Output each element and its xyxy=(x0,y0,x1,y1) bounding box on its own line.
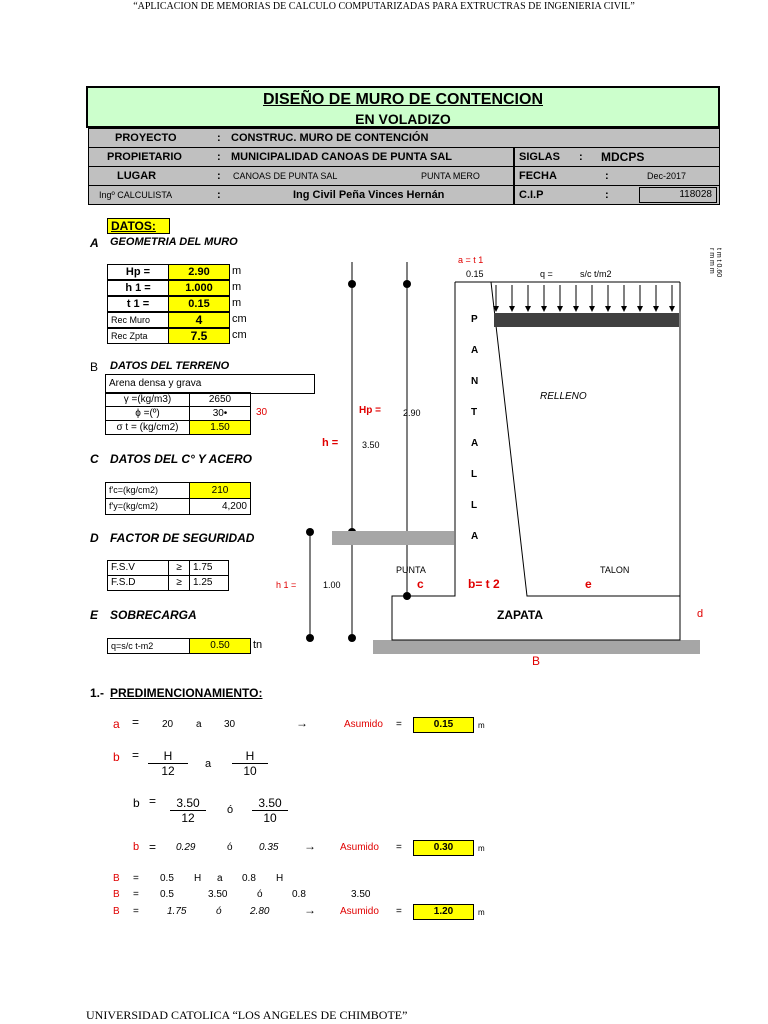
label-punta: PUNTA xyxy=(396,565,426,575)
geometry-row-value: 0.15 xyxy=(168,296,230,312)
lugar-label: LUGAR xyxy=(117,170,157,182)
b3-unit: m xyxy=(478,844,485,853)
section-c-title: DATOS DEL C° Y ACERO xyxy=(110,452,252,466)
a-eq2: = xyxy=(396,719,402,730)
label-b-t2: b= t 2 xyxy=(468,577,500,591)
geometry-row-value: 2.90 xyxy=(168,264,230,280)
terrain-row-value: 30• xyxy=(189,406,251,421)
a-eq: = xyxy=(132,715,140,729)
lugar-value: CANOAS DE PUNTA SAL xyxy=(233,171,338,181)
B2-eq: = xyxy=(133,889,139,900)
label-sc: s/c t/m2 xyxy=(580,269,612,279)
colon: : xyxy=(217,189,221,201)
soil-type: Arena densa y grava xyxy=(105,374,315,394)
label-c: c xyxy=(417,577,424,591)
surcharge-bar xyxy=(494,313,679,327)
label-a-t1: a = t 1 xyxy=(458,255,484,265)
predim-number: 1.- xyxy=(90,686,105,700)
section-a-letter: A xyxy=(90,236,99,250)
cip-value: 118028 xyxy=(639,187,717,203)
B2-c5: 3.50 xyxy=(351,889,371,900)
b3-mid: ó xyxy=(227,842,233,853)
b2-frac1 xyxy=(170,796,206,825)
label-top-dim: 0.15 xyxy=(466,269,484,279)
B3-result: 1.20 xyxy=(413,904,474,920)
colon: : xyxy=(605,189,609,201)
b-frac1-num: H xyxy=(148,749,188,764)
label-e: e xyxy=(585,577,592,591)
b2-frac-mid: ó xyxy=(227,804,234,816)
a-mid: a xyxy=(196,719,202,730)
b3-arrow: → xyxy=(304,839,316,853)
B3-v1: 1.75 xyxy=(167,906,187,917)
B2-c2: 3.50 xyxy=(208,889,228,900)
b2-frac2 xyxy=(252,796,288,825)
b3-result: 0.30 xyxy=(413,840,474,856)
material-row-value: 210 xyxy=(189,482,251,499)
sobrecarga-unit: tn xyxy=(253,639,263,651)
b3-asumido: Asumido xyxy=(340,842,379,853)
colon: : xyxy=(217,151,221,163)
siglas-label: SIGLAS xyxy=(519,151,560,163)
surcharge-arrows xyxy=(496,285,672,310)
side-note: t m t 0.60 r m m m xyxy=(708,248,722,278)
fecha-label: FECHA xyxy=(519,170,557,182)
B2-c1: 0.5 xyxy=(160,889,174,900)
pantalla-letter: N xyxy=(471,376,479,387)
B1-c4: 0.8 xyxy=(242,873,256,884)
calculista-value: Ing Civil Peña Vinces Hernán xyxy=(293,189,445,201)
section-d-title: FACTOR DE SEGURIDAD xyxy=(110,531,255,545)
pantalla-letter: T xyxy=(471,407,478,418)
material-row-name: f'y=(kg/cm2) xyxy=(105,498,190,515)
B3-mid: ó xyxy=(216,906,222,917)
colon: : xyxy=(217,170,221,182)
geometry-row-name: t 1 = xyxy=(107,296,169,312)
b3-eq2: = xyxy=(396,842,402,853)
ground-front xyxy=(332,531,454,545)
terrain-row-value: 2650 xyxy=(189,392,251,407)
pantalla-letter: A xyxy=(471,345,479,356)
section-a-title: GEOMETRIA DEL MURO xyxy=(110,236,238,248)
geometry-row-unit: m xyxy=(232,265,242,277)
colon: : xyxy=(605,170,609,182)
lugar-extra: PUNTA MERO xyxy=(421,171,480,181)
pantalla-letter: A xyxy=(471,438,479,449)
propietario-value: MUNICIPALIDAD CANOAS DE PUNTA SAL xyxy=(231,151,453,163)
b-frac2 xyxy=(232,749,268,778)
label-relleno: RELLENO xyxy=(540,391,587,402)
b2-frac2-num: 3.50 xyxy=(252,796,288,811)
terrain-row-name: σ t = (kg/cm2) xyxy=(105,420,190,435)
page-footer: UNIVERSIDAD CATOLICA “LOS ANGELES DE CHIMBOTE” xyxy=(86,1008,408,1022)
calculista-label: Ingº CALCULISTA xyxy=(99,190,173,200)
section-e-letter: E xyxy=(90,608,99,622)
B1-c3: a xyxy=(217,873,223,884)
safety-row-op: ≥ xyxy=(168,560,190,576)
label-B: B xyxy=(532,654,541,668)
pantalla-letter: P xyxy=(471,314,478,325)
B3-asumido: Asumido xyxy=(340,906,379,917)
geometry-row-name: Rec Muro xyxy=(107,312,169,328)
geometry-row-value: 7.5 xyxy=(168,328,230,344)
b3-var: b xyxy=(133,841,140,853)
cip-label: C.I.P xyxy=(519,189,544,201)
colon: : xyxy=(579,151,583,163)
pantalla-letter: L xyxy=(471,500,478,511)
dim-node xyxy=(348,634,356,642)
label-q: q = xyxy=(540,269,553,279)
b3-v1: 0.29 xyxy=(176,842,196,853)
colon: : xyxy=(217,132,221,144)
b3-v2: 0.35 xyxy=(259,842,279,853)
a-unit: m xyxy=(478,721,485,730)
geometry-row-name: Rec Zpta xyxy=(107,328,169,344)
geometry-row-unit: m xyxy=(232,297,242,309)
section-d-letter: D xyxy=(90,531,99,545)
label-zapata: ZAPATA xyxy=(497,608,543,622)
safety-row-op: ≥ xyxy=(168,575,190,591)
a-asumido: Asumido xyxy=(344,719,383,730)
dim-node xyxy=(348,280,356,288)
b2-frac2-den: 10 xyxy=(263,811,277,825)
dim-node xyxy=(306,528,314,536)
label-hp: Hp = xyxy=(359,405,381,416)
b2-var: b xyxy=(133,796,140,810)
label-talon: TALON xyxy=(600,565,630,575)
dim-node xyxy=(403,280,411,288)
label-h1: h 1 = xyxy=(276,580,297,590)
sobrecarga-name: q=s/c t-m2 xyxy=(107,638,190,654)
a-arrow: → xyxy=(296,716,308,730)
b-var: b xyxy=(113,750,120,764)
b-frac2-num: H xyxy=(232,749,268,764)
B3-unit: m xyxy=(478,908,485,917)
terrain-row-value: 1.50 xyxy=(189,420,251,435)
label-d: d xyxy=(697,608,704,620)
b-frac-mid: a xyxy=(205,758,212,770)
section-b-letter: B xyxy=(90,360,99,374)
section-b-title: DATOS DEL TERRENO xyxy=(110,360,230,372)
B3-eq: = xyxy=(133,906,139,917)
B1-c2: H xyxy=(194,873,202,884)
a-result: 0.15 xyxy=(413,717,474,733)
a-v1: 20 xyxy=(162,719,174,730)
section-c-letter: C xyxy=(90,452,99,466)
geometry-row-unit: cm xyxy=(232,329,247,341)
ground-base xyxy=(373,640,700,654)
b2-eq: = xyxy=(149,794,157,808)
terrain-row-name: ϕ =(º) xyxy=(105,406,190,421)
sobrecarga-value: 0.50 xyxy=(189,638,251,654)
pantalla-letter: L xyxy=(471,469,478,480)
geometry-row-value: 4 xyxy=(168,312,230,328)
proyecto-value: CONSTRUC. MURO DE CONTENCIÓN xyxy=(231,132,429,144)
siglas-value: MDCPS xyxy=(601,150,645,164)
b-frac1-den: 12 xyxy=(161,764,175,778)
safety-row-name: F.S.D xyxy=(107,575,169,591)
B2-c4: 0.8 xyxy=(292,889,306,900)
b-frac2-den: 10 xyxy=(243,764,257,778)
B2-var: B xyxy=(113,889,120,900)
B3-eq2: = xyxy=(396,906,402,917)
proyecto-label: PROYECTO xyxy=(115,132,177,144)
b2-frac1-num: 3.50 xyxy=(170,796,206,811)
geometry-row-unit: cm xyxy=(232,313,247,325)
b3-eq: = xyxy=(149,840,157,854)
material-row-value: 4,200 xyxy=(189,498,251,515)
B1-c1: 0.5 xyxy=(160,873,174,884)
a-v2: 30 xyxy=(224,719,236,730)
page-subtitle: EN VOLADIZO xyxy=(355,111,451,127)
label-h: h = xyxy=(322,437,339,449)
terrain-row-name: γ =(kg/m3) xyxy=(105,392,190,407)
geometry-row-value: 1.000 xyxy=(168,280,230,296)
page-title: DISEÑO DE MURO DE CONTENCION xyxy=(262,91,543,108)
B3-v2: 2.80 xyxy=(250,906,270,917)
datos-label: DATOS: xyxy=(107,218,170,234)
b-eq: = xyxy=(132,748,140,762)
b-frac1 xyxy=(148,749,188,778)
propietario-label: PROPIETARIO xyxy=(107,151,182,163)
B2-c3: ó xyxy=(257,889,263,900)
B3-arrow: → xyxy=(304,903,316,917)
B1-var: B xyxy=(113,873,120,884)
fecha-value: Dec-2017 xyxy=(647,171,687,181)
predim-title: PREDIMENCIONAMIENTO: xyxy=(110,686,263,700)
safety-row-name: F.S.V xyxy=(107,560,169,576)
safety-row-value: 1.75 xyxy=(189,560,229,576)
material-row-name: f'c=(kg/cm2) xyxy=(105,482,190,499)
value-h: 3.50 xyxy=(362,440,380,450)
B1-c5: H xyxy=(276,873,284,884)
terrain-row-extra: 30 xyxy=(256,407,268,418)
page-header: “APLICACION DE MEMORIAS DE CALCULO COMPUTARIZADAS PARA EXTRUCTRAS DE INGENIERIA CIVIL” xyxy=(133,1,635,12)
value-h1: 1.00 xyxy=(323,580,341,590)
value-hp: 2.90 xyxy=(403,408,421,418)
geometry-row-name: h 1 = xyxy=(107,280,169,296)
geometry-row-unit: m xyxy=(232,281,242,293)
section-e-title: SOBRECARGA xyxy=(110,608,197,622)
safety-row-value: 1.25 xyxy=(189,575,229,591)
B3-var: B xyxy=(113,906,120,917)
b2-frac1-den: 12 xyxy=(181,811,195,825)
pantalla-letter: A xyxy=(471,531,479,542)
B1-eq: = xyxy=(133,873,139,884)
dim-node xyxy=(306,634,314,642)
geometry-row-name: Hp = xyxy=(107,264,169,280)
a-var: a xyxy=(113,717,120,731)
